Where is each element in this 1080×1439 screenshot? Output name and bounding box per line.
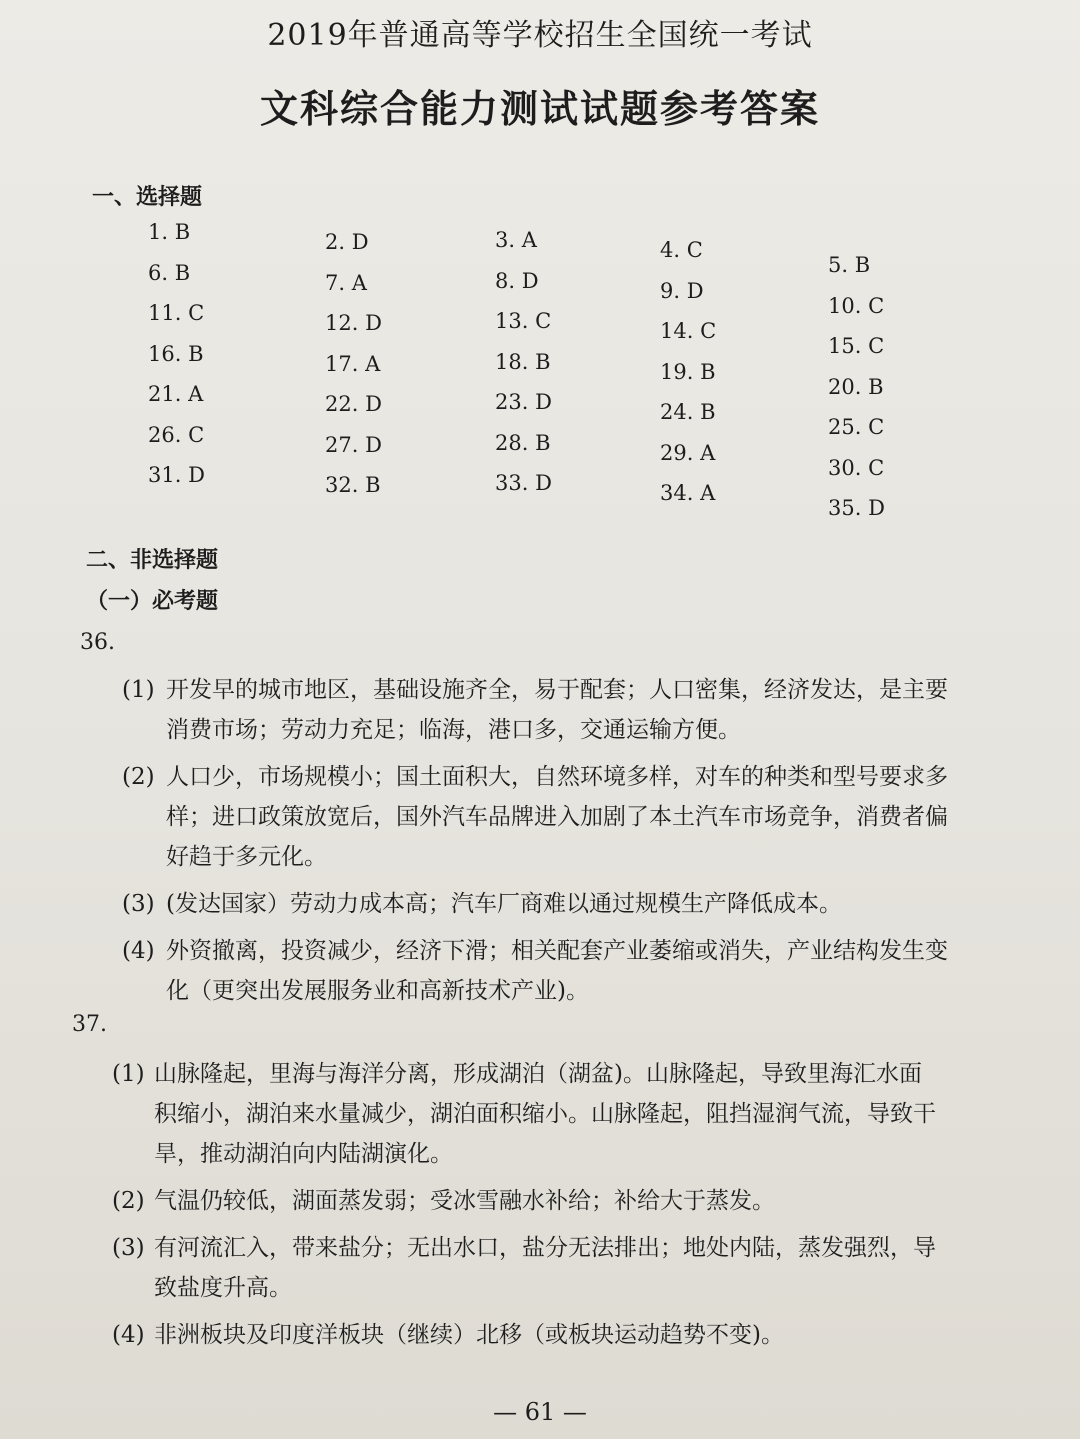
answer-item: 10. C: [828, 293, 885, 318]
item-label: (1): [122, 677, 155, 703]
answer-item: 6. B: [148, 260, 191, 285]
item-line: 开发早的城市地区，基础设施齐全，易于配套；人口密集，经济发达，是主要: [166, 677, 948, 703]
answer-item: 9. D: [660, 278, 704, 303]
answer-item: 32. B: [325, 473, 381, 497]
item-label: (2): [112, 1188, 145, 1214]
answer-item: 16. B: [148, 341, 204, 366]
answer-item: 8. D: [495, 268, 539, 293]
item-line: 消费市场；劳动力充足；临海，港口多，交通运输方便。: [166, 717, 741, 743]
item-line: 好趋于多元化。: [166, 844, 327, 870]
question-37-number: 37.: [72, 1012, 107, 1037]
item-line: 样；进口政策放宽后，国外汽车品牌进入加剧了本土汽车市场竞争，消费者偏: [166, 804, 948, 830]
answer-item: 34. A: [660, 481, 716, 505]
q36-item: [122, 757, 1000, 877]
answer-item: 31. D: [148, 463, 205, 487]
item-line: 致盐度升高。: [154, 1275, 292, 1301]
answer-item: 13. C: [495, 309, 552, 333]
item-line: 积缩小，湖泊来水量减少，湖泊面积缩小。山脉隆起，阻挡湿润气流，导致干: [154, 1101, 936, 1127]
answer-item: 24. B: [660, 400, 716, 424]
item-line: 外资撤离，投资减少，经济下滑；相关配套产业萎缩或消失，产业结构发生变: [166, 938, 948, 964]
item-label: (4): [122, 938, 155, 964]
section-non-choice-heading: 二、非选择题: [86, 548, 219, 573]
answer-item: 14. C: [660, 319, 717, 343]
answer-item: 28. B: [495, 430, 551, 455]
q36-item: [122, 670, 1000, 750]
answer-item: 1. B: [148, 220, 191, 244]
q37-item: [112, 1054, 1000, 1174]
answer-item: 23. D: [495, 390, 552, 414]
answer-item: 30. C: [828, 455, 885, 480]
item-line: 山脉隆起，里海与海洋分离，形成湖泊（湖盆)。山脉隆起，导致里海汇水面: [154, 1061, 922, 1087]
q37-item: [112, 1228, 1000, 1308]
answer-item: 33. D: [495, 471, 552, 495]
answer-item: 19. B: [660, 359, 716, 384]
answer-item: 21. A: [148, 382, 204, 406]
answer-item: 7. A: [325, 270, 367, 295]
question-36-number: 36.: [80, 630, 115, 655]
answer-item: 4. C: [660, 238, 703, 262]
answer-item: 17. A: [325, 351, 381, 376]
item-line: 化（更突出发展服务业和高新技术产业)。: [166, 978, 589, 1004]
required-questions-heading: （一）必考题: [86, 589, 219, 614]
multiple-choice-answers: [0, 0, 1080, 540]
item-line: 气温仍较低，湖面蒸发弱；受冰雪融水补给；补给大于蒸发。: [154, 1188, 775, 1214]
q36-item: [122, 931, 1000, 1011]
answer-item: 3. A: [495, 228, 537, 252]
answer-item: 25. C: [828, 415, 885, 439]
item-label: (4): [112, 1322, 145, 1348]
q36-item: [122, 884, 1000, 924]
q37-item: [112, 1315, 1000, 1355]
item-line: 非洲板块及印度洋板块（继续）北移（或板块运动趋势不变)。: [154, 1322, 784, 1348]
answer-key-title: 文科综合能力测试试题参考答案: [259, 86, 820, 131]
answer-item: 35. D: [828, 496, 885, 520]
answer-item: 29. A: [660, 440, 716, 465]
item-label: (1): [112, 1061, 145, 1087]
item-line: 有河流汇入，带来盐分；无出水口，盐分无法排出；地处内陆，蒸发强烈，导: [154, 1235, 936, 1261]
answer-item: 22. D: [325, 392, 382, 416]
answer-item: 2. D: [325, 230, 369, 254]
answer-item: 12. D: [325, 311, 382, 335]
answer-item: 20. B: [828, 374, 884, 399]
answer-item: 27. D: [325, 432, 382, 457]
item-label: (3): [112, 1235, 145, 1261]
item-line: (发达国家）劳动力成本高；汽车厂商难以通过规模生产降低成本。: [166, 891, 842, 917]
answer-item: 15. C: [828, 334, 885, 358]
answer-item: 18. B: [495, 349, 551, 374]
answer-item: 11. C: [148, 301, 205, 325]
answer-item: 5. B: [828, 253, 871, 277]
answer-item: 26. C: [148, 422, 205, 447]
item-line: 旱，推动湖泊向内陆湖演化。: [154, 1141, 453, 1167]
item-label: (2): [122, 764, 155, 790]
exam-title: 2019年普通高等学校招生全国统一考试: [267, 18, 813, 53]
q37-item: [112, 1181, 1000, 1221]
item-line: 人口少，市场规模小；国土面积大，自然环境多样，对车的种类和型号要求多: [166, 764, 948, 790]
section-multiple-choice-heading: 一、选择题: [92, 185, 203, 210]
item-label: (3): [122, 891, 155, 917]
page-number: — 61 —: [493, 1398, 587, 1426]
